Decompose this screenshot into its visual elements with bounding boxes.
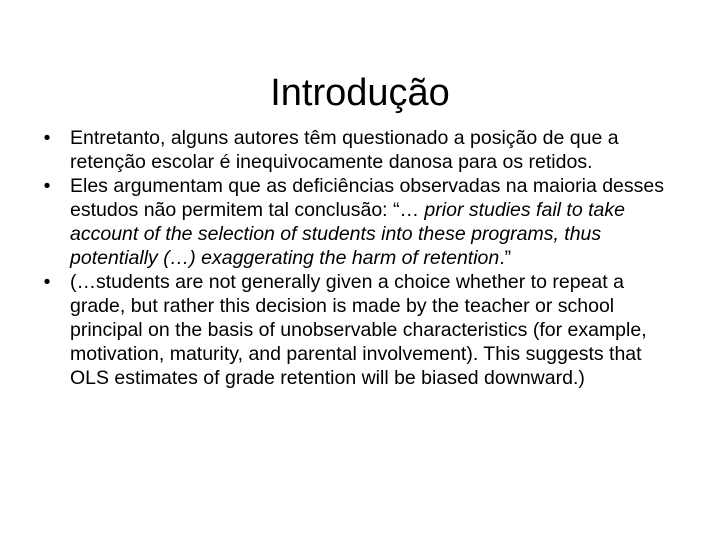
bullet-text <box>70 175 664 269</box>
bullet-text-segment: Eles argumentam que as deficiências observadas na maioria desses estudos não permitem tal conclusão: “… <box>70 175 664 221</box>
slide-title: Introdução <box>270 72 450 115</box>
bullet-item <box>36 270 684 390</box>
bullet-text-segment: Entretanto, alguns autores têm questionado a posição de que a retenção escolar é inequivocamente danosa para os retidos. <box>70 127 619 173</box>
bullet-list <box>36 126 684 390</box>
bullet-marker: • <box>43 175 51 197</box>
bullet-text <box>70 271 647 389</box>
bullet-text-segment: .” <box>499 247 512 269</box>
bullet-text <box>70 127 619 173</box>
bullet-marker: • <box>43 127 51 149</box>
bullet-item <box>36 126 684 174</box>
bullet-marker: • <box>43 271 51 293</box>
bullet-text-italic: prior studies fail to take account of the selection of students into these programs, thus potentially (…) exaggerating the harm of retention <box>70 199 625 269</box>
bullet-item <box>36 174 684 270</box>
bullet-text-segment: (…students are not generally given a choice whether to repeat a grade, but rather this decision is made by the teacher or school principal on the basis of unobservable characteristics (for example, motivation, maturity, and parental involvement). This suggests that OLS estimates of grade retention will be biased downward.) <box>70 271 647 389</box>
